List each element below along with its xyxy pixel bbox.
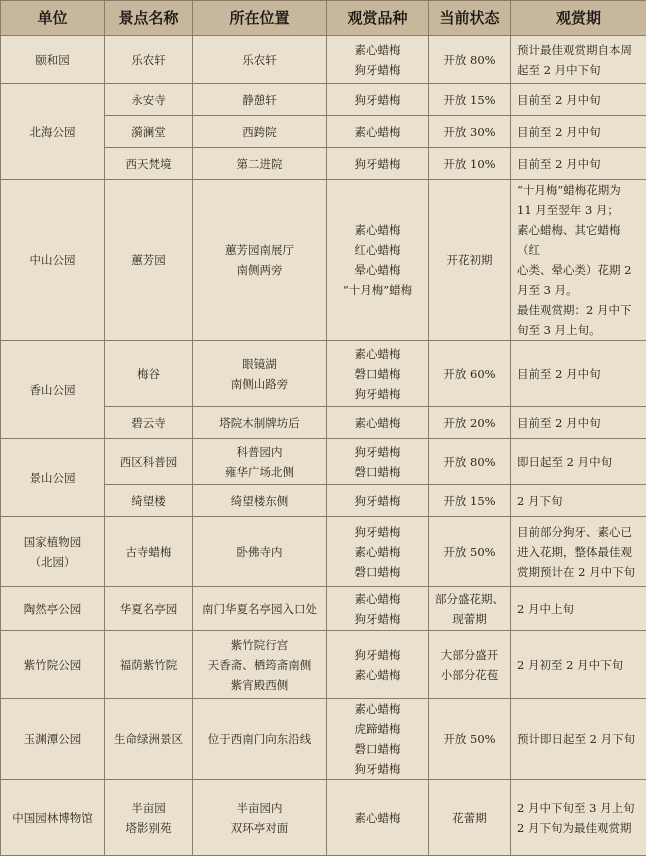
status-cell [429, 180, 511, 341]
varieties-cell [327, 699, 429, 780]
varieties-cell [327, 517, 429, 587]
spot-name-cell [105, 407, 193, 439]
table-row [1, 699, 646, 780]
status: 开放 15% [432, 90, 507, 110]
location: 南门华夏名亭园入口处 [196, 599, 323, 619]
status: 开放 60% [432, 364, 507, 384]
varieties: 狗牙蜡梅 [330, 491, 425, 511]
location-cell [193, 148, 327, 180]
varieties-cell [327, 485, 429, 517]
location-cell [193, 341, 327, 407]
varieties: 素心蜡梅 狗牙蜡梅 [330, 40, 425, 80]
varieties: 狗牙蜡梅 磬口蜡梅 [330, 442, 425, 482]
status: 开放 50% [432, 729, 507, 749]
table-row [1, 517, 646, 587]
spot-name: 西区科普园 [108, 452, 189, 472]
table-row [1, 341, 646, 407]
status: 开放 50% [432, 542, 507, 562]
spot-name-cell [105, 439, 193, 485]
unit-name-text: 国家植物园 （北园） [4, 532, 101, 572]
varieties-cell [327, 148, 429, 180]
location-cell [193, 631, 327, 699]
varieties: 素心蜡梅 [330, 808, 425, 828]
unit-name [1, 180, 105, 341]
viewing-period-cell [511, 699, 646, 780]
viewing-period: 即日起至 2 月中旬 [517, 452, 640, 472]
spot-name: 绮望楼 [108, 491, 189, 511]
status-cell [429, 587, 511, 631]
viewing-period: 目前至 2 月中旬 [517, 364, 640, 384]
unit-name-text: 中山公园 [4, 250, 101, 270]
viewing-period-cell [511, 84, 646, 116]
status: 开放 80% [432, 452, 507, 472]
table-row [1, 631, 646, 699]
status-cell [429, 407, 511, 439]
spot-name-cell [105, 84, 193, 116]
varieties-cell [327, 407, 429, 439]
status-cell [429, 517, 511, 587]
status-cell [429, 485, 511, 517]
viewing-period-cell [511, 517, 646, 587]
unit-name-text: 陶然亭公园 [4, 599, 101, 619]
spot-name: 半亩园 塔影别苑 [108, 798, 189, 838]
header-period: 观赏期 [511, 1, 646, 36]
viewing-period: 目前至 2 月中旬 [517, 122, 640, 142]
unit-name-text: 中国园林博物馆 [4, 808, 101, 828]
status-cell [429, 439, 511, 485]
unit-name [1, 780, 105, 856]
spot-name-cell [105, 587, 193, 631]
unit-name [1, 36, 105, 84]
viewing-period: 目前部分狗牙、素心已 进入花期，整体最佳观 赏期预计在 2 月中下旬 [517, 522, 640, 582]
status-cell [429, 36, 511, 84]
status-cell [429, 148, 511, 180]
unit-name [1, 631, 105, 699]
status-cell [429, 116, 511, 148]
varieties-cell [327, 341, 429, 407]
status-cell [429, 341, 511, 407]
table-row [1, 36, 646, 84]
location-cell [193, 517, 327, 587]
varieties: 狗牙蜡梅 素心蜡梅 [330, 645, 425, 685]
spot-name: 福荫紫竹院 [108, 655, 189, 675]
location: 紫竹院行宫 天香斋、栖筠斋南侧 紫宵殿西侧 [196, 635, 323, 695]
varieties-cell [327, 631, 429, 699]
location: 西跨院 [196, 122, 323, 142]
varieties-cell [327, 36, 429, 84]
header-spot: 景点名称 [105, 1, 193, 36]
status: 开放 30% [432, 122, 507, 142]
unit-name-text: 颐和园 [4, 50, 101, 70]
location: 绮望楼东侧 [196, 491, 323, 511]
varieties: 素心蜡梅 狗牙蜡梅 [330, 589, 425, 629]
status: 开放 10% [432, 154, 507, 174]
header-row [1, 1, 646, 36]
viewing-period-cell [511, 180, 646, 341]
table-row [1, 84, 646, 116]
location-cell [193, 180, 327, 341]
status-cell [429, 84, 511, 116]
unit-name-text: 北海公园 [4, 122, 101, 142]
location-cell [193, 699, 327, 780]
status-cell [429, 699, 511, 780]
table-row [1, 439, 646, 485]
spot-name: 碧云寺 [108, 413, 189, 433]
location-cell [193, 780, 327, 856]
spot-name: 永安寺 [108, 90, 189, 110]
viewing-period: 预计最佳观赏期自本周 起至 2 月中下旬 [517, 40, 640, 80]
location: 半亩园内 双环亭对面 [196, 798, 323, 838]
unit-name-text: 紫竹院公园 [4, 655, 101, 675]
spot-name-cell [105, 517, 193, 587]
location-cell [193, 587, 327, 631]
varieties: 狗牙蜡梅 [330, 90, 425, 110]
table-row [1, 780, 646, 856]
status-cell [429, 631, 511, 699]
viewing-period-cell [511, 439, 646, 485]
varieties-cell [327, 84, 429, 116]
varieties: 狗牙蜡梅 素心蜡梅 磬口蜡梅 [330, 522, 425, 582]
spot-name: 华夏名亭园 [108, 599, 189, 619]
status: 花蕾期 [432, 808, 507, 828]
varieties: 素心蜡梅 磬口蜡梅 狗牙蜡梅 [330, 344, 425, 404]
header-location: 所在位置 [193, 1, 327, 36]
spot-name: 乐农轩 [108, 50, 189, 70]
varieties-cell [327, 587, 429, 631]
status: 大部分盛开 小部分花苞 [432, 645, 507, 685]
header-status: 当前状态 [429, 1, 511, 36]
unit-name [1, 699, 105, 780]
location-cell [193, 407, 327, 439]
status: 开放 80% [432, 50, 507, 70]
unit-name [1, 84, 105, 180]
table-row [1, 180, 646, 341]
location: 卧佛寺内 [196, 542, 323, 562]
viewing-period: 2 月下旬 [517, 491, 640, 511]
spot-name-cell [105, 116, 193, 148]
varieties-cell [327, 116, 429, 148]
viewing-period-cell [511, 485, 646, 517]
spot-name: 漪澜堂 [108, 122, 189, 142]
spot-name-cell [105, 780, 193, 856]
viewing-period-cell [511, 587, 646, 631]
viewing-period: 2 月初至 2 月中下旬 [517, 655, 640, 675]
viewing-period-cell [511, 780, 646, 856]
status: 开放 15% [432, 491, 507, 511]
unit-name [1, 439, 105, 517]
unit-name [1, 587, 105, 631]
varieties: 素心蜡梅 红心蜡梅 晕心蜡梅 “十月梅”蜡梅 [330, 220, 425, 300]
location-cell [193, 36, 327, 84]
location: 乐农轩 [196, 50, 323, 70]
location-cell [193, 116, 327, 148]
location-cell [193, 485, 327, 517]
viewing-period-cell [511, 116, 646, 148]
viewing-period: 目前至 2 月中旬 [517, 90, 640, 110]
status-cell [429, 780, 511, 856]
viewing-period-cell [511, 407, 646, 439]
location-cell [193, 439, 327, 485]
unit-name-text: 玉渊潭公园 [4, 729, 101, 749]
location: 塔院木制牌坊后 [196, 413, 323, 433]
viewing-period: 2 月中上旬 [517, 599, 640, 619]
location: 蕙芳园南展厅 南侧两旁 [196, 240, 323, 280]
varieties: 素心蜡梅 [330, 413, 425, 433]
spot-name-cell [105, 631, 193, 699]
header-unit: 单位 [1, 1, 105, 36]
status: 部分盛花期、 现蕾期 [432, 589, 507, 629]
varieties: 狗牙蜡梅 [330, 154, 425, 174]
viewing-period: 目前至 2 月中旬 [517, 413, 640, 433]
viewing-period: 预计即日起至 2 月下旬 [517, 729, 640, 749]
location: 科普园内 雍华广场北侧 [196, 442, 323, 482]
varieties: 素心蜡梅 虎蹄蜡梅 磬口蜡梅 狗牙蜡梅 [330, 699, 425, 779]
spot-name-cell [105, 36, 193, 84]
spot-name: 生命绿洲景区 [108, 729, 189, 749]
viewing-period: 2 月中下旬至 3 月上旬 2 月下旬为最佳观赏期 [517, 798, 640, 838]
location-cell [193, 84, 327, 116]
varieties-cell [327, 180, 429, 341]
spot-name-cell [105, 180, 193, 341]
header-varieties: 观赏品种 [327, 1, 429, 36]
status: 开花初期 [432, 250, 507, 270]
viewing-period-cell [511, 148, 646, 180]
viewing-period-cell [511, 36, 646, 84]
unit-name [1, 341, 105, 439]
spot-name: 蕙芳园 [108, 250, 189, 270]
table-body [1, 36, 646, 856]
viewing-period-cell [511, 341, 646, 407]
spot-name-cell [105, 699, 193, 780]
location: 位于西南门向东沿线 [196, 729, 323, 749]
status: 开放 20% [432, 413, 507, 433]
unit-name [1, 517, 105, 587]
location: 静憩轩 [196, 90, 323, 110]
varieties-cell [327, 439, 429, 485]
viewing-period: 目前至 2 月中旬 [517, 154, 640, 174]
varieties-cell [327, 780, 429, 856]
table-row [1, 587, 646, 631]
spot-name-cell [105, 148, 193, 180]
spot-name-cell [105, 341, 193, 407]
varieties: 素心蜡梅 [330, 122, 425, 142]
location: 眼镜湖 南侧山路旁 [196, 354, 323, 394]
unit-name-text: 景山公园 [4, 468, 101, 488]
location: 第二进院 [196, 154, 323, 174]
viewing-period-cell [511, 631, 646, 699]
spot-name: 古寺蜡梅 [108, 542, 189, 562]
unit-name-text: 香山公园 [4, 380, 101, 400]
spot-name-cell [105, 485, 193, 517]
spot-name: 梅谷 [108, 364, 189, 384]
spot-name: 西天梵境 [108, 154, 189, 174]
viewing-period: “十月梅”蜡梅花期为 11 月至翌年 3 月； 素心蜡梅、其它蜡梅（红 心类、晕心类）花期 2 月至 3 月。 最佳观赏期：2 月中下 旬至 3 月上旬。 [517, 180, 640, 340]
